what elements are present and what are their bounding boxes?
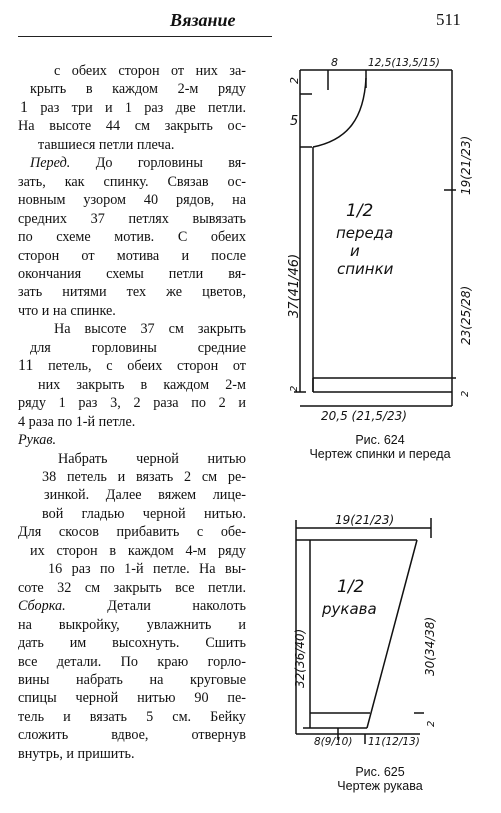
fig625-label-half: 1/2: [337, 577, 365, 597]
text-line: них закрыть в каждом 2-м: [38, 376, 246, 393]
fig624-label-half: 1/2: [346, 201, 374, 221]
text-line: 4 раза по 1-й петле.: [18, 413, 136, 430]
text-line: тель и вязать 5 см. Бейку: [18, 708, 246, 725]
page-number: 511: [436, 10, 461, 29]
fig625-label-word: рукава: [322, 600, 377, 618]
text-line: окончания схемы петли вя-: [18, 265, 246, 282]
caption-number: Рис. 624: [355, 433, 405, 447]
neck-armhole-curve: [313, 78, 366, 147]
text-line: все детали. По краю горло-: [18, 653, 246, 670]
text-fragment: Детали наколоть: [107, 598, 246, 615]
fig625-bottom-right: 11(12/13): [368, 736, 420, 748]
text-line: вой гладью черной нитью.: [42, 505, 246, 522]
text-line: на выкройку, увлажнить и: [18, 616, 246, 633]
fig624-label-word2: и: [350, 242, 360, 260]
text-fragment: 1: [20, 98, 28, 116]
fig624-left-small: 2: [289, 385, 300, 392]
figure-625-caption: [300, 765, 460, 793]
fig625-right: 30(34/38): [423, 616, 437, 676]
text-line: ряду 1 раз 3, 2 раза по 2 и: [18, 395, 246, 412]
text-line: дать им высохнуть. Сшить: [18, 635, 246, 652]
caption-text: Чертеж рукава: [337, 779, 423, 793]
text-line: крыть в каждом 2-м ряду: [30, 81, 246, 98]
fig625-bottom-left: 8(9/10): [314, 736, 353, 748]
text-fragment: 11: [18, 357, 34, 375]
section-heading-front: Перед.: [30, 155, 71, 172]
figure-624-caption: [300, 433, 460, 461]
text-line: сторон от мотива и после: [18, 247, 246, 264]
text-line: тавшиеся петли плеча.: [38, 136, 175, 153]
text-line: На высоте 37 см закрыть: [54, 321, 246, 338]
text-line: 16 раз по 1-й петле. На вы-: [48, 561, 246, 578]
text-line: зать нитями тех же цветов,: [18, 284, 246, 301]
fig624-label-word1: переда: [336, 224, 394, 242]
text-line: их сторон в каждом 4-м ряду: [30, 542, 246, 559]
figure-624-labels: [287, 56, 473, 423]
text-line: спицы черной нитью 90 пе-: [18, 690, 246, 707]
text-line: внутрь, и пришить.: [18, 745, 135, 762]
text-line: зинкой. Далее вяжем лице-: [44, 487, 246, 504]
fig624-left-big: 37(41/46): [287, 253, 302, 318]
text-line: 38 петель и вязать 2 см ре-: [42, 468, 246, 485]
caption-number: Рис. 625: [355, 765, 405, 779]
fig624-right-bottom: 23(25/28): [459, 285, 473, 345]
section-heading-sleeve: Рукав.: [18, 432, 57, 449]
text-fragment: раз три и 1 раз две петли.: [40, 99, 246, 116]
fig625-left: 32(36/40): [293, 628, 307, 688]
fig624-bottom: 20,5 (21,5/23): [321, 409, 407, 423]
fig624-right-top: 19(21/23): [459, 135, 473, 195]
text-line: зать, как спинку. Связав ос-: [18, 173, 246, 190]
fig625-right-small: 2: [426, 720, 437, 727]
text-line: с обеих сторон от них за-: [54, 63, 246, 79]
fig624-right-small: 2: [460, 390, 471, 397]
text-fragment: До горловины вя-: [95, 155, 247, 172]
fig624-top-left: 8: [331, 56, 338, 69]
text-line: соте 32 см закрыть все петли.: [18, 579, 246, 596]
fig624-left-mid: 5: [290, 114, 299, 129]
figure-625-drawing: [296, 518, 431, 744]
fig624-top-right: 12,5(13,5/15): [368, 57, 440, 69]
fig624-left-top: 2: [288, 77, 301, 84]
text-line: сложить вдвое, отвернув: [18, 727, 246, 744]
text-line: средних 37 петлях вывязать: [18, 210, 246, 227]
text-line: вины набрать на круговые: [18, 671, 246, 688]
caption-text: Чертеж спинки и переда: [309, 447, 451, 461]
text-line: для горловины средние: [30, 339, 246, 356]
running-header-title: Вязание: [170, 10, 236, 30]
text-line: что и на спинке.: [18, 302, 116, 319]
text-line: Для скосов прибавить с обе-: [18, 524, 246, 541]
section-heading-assembly: Сборка.: [18, 598, 66, 615]
text-line: по схеме мотив. С обеих: [18, 229, 246, 246]
text-line: Набрать черной нитью: [58, 450, 246, 467]
text-line: новным узором 40 рядов, на: [18, 192, 246, 209]
fig624-label-word3: спинки: [337, 260, 394, 278]
text-line: На высоте 44 см закрыть ос-: [18, 118, 246, 135]
sleeve-slant-edge: [367, 540, 417, 728]
text-fragment: петель, с обеих сторон от: [48, 358, 246, 375]
fig625-top: 19(21/23): [335, 513, 395, 527]
